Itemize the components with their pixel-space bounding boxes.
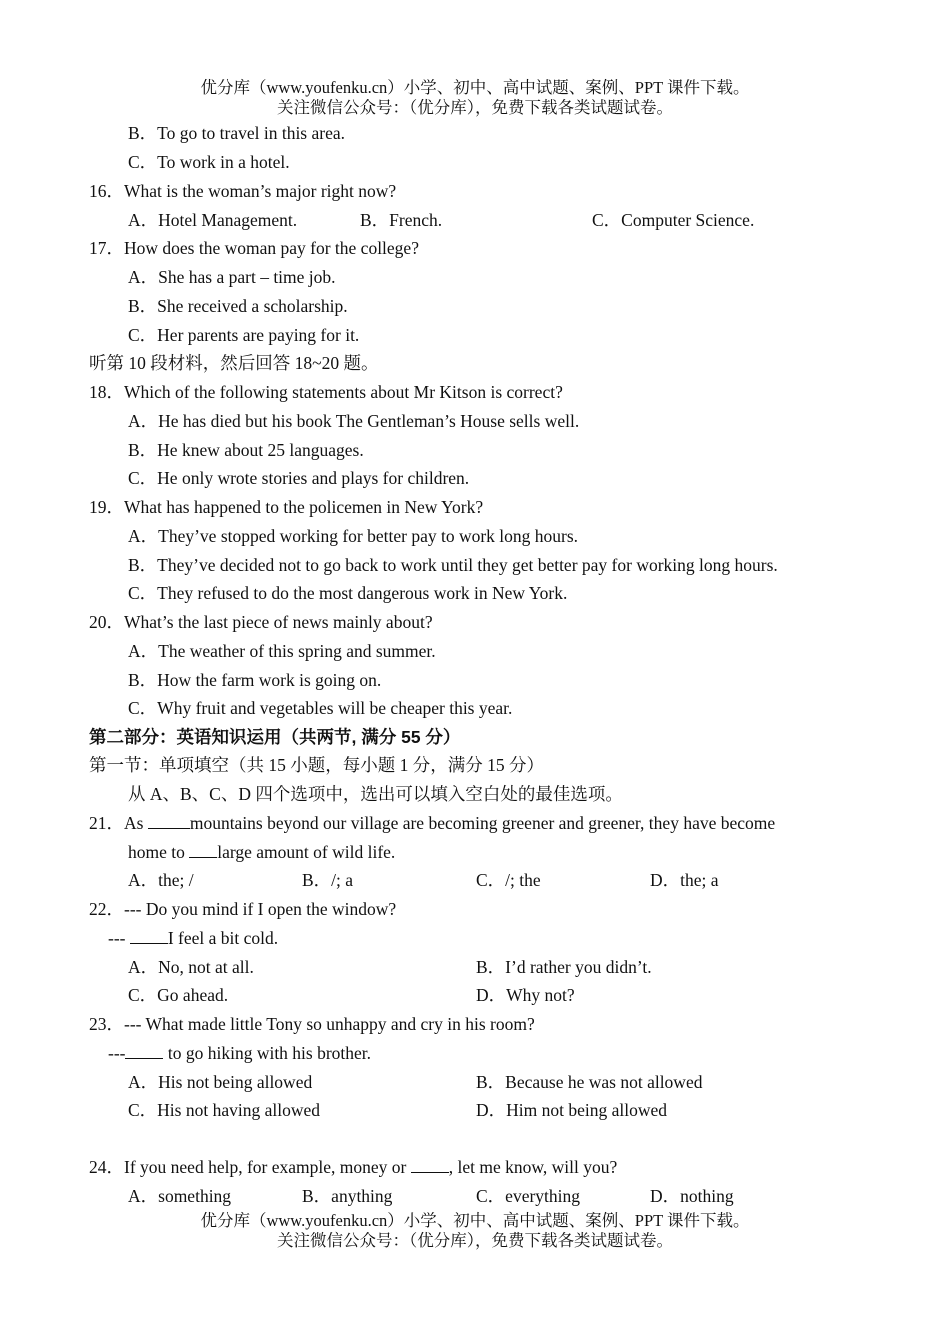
q23-option-b: B．Because he was not allowed <box>476 1072 703 1092</box>
q19-option-a: A．They’ve stopped working for better pay to work long hours. <box>128 526 579 546</box>
q17-stem: 17．How does the woman pay for the college? <box>89 238 419 258</box>
q21-stem-line-2-rest: large amount of wild life. <box>217 842 396 862</box>
q21-option-c: C．/; the <box>476 870 541 890</box>
q20-option-b: B．How the farm work is going on. <box>128 670 382 690</box>
q21-option-a: A．the; / <box>128 870 194 890</box>
q24-option-c: C．everything <box>476 1186 581 1206</box>
part-2-title: 第二部分：英语知识运用（共两节, 满分 55 分） <box>89 727 461 747</box>
q24-option-a: A．something <box>128 1186 232 1206</box>
q21-blank-1 <box>148 813 190 829</box>
q23-option-c: C．His not having allowed <box>128 1100 320 1120</box>
page-footer-line-2: 关注微信公众号：（优分库），免费下载各类试题试卷。 <box>277 1231 673 1250</box>
q18-option-c: C．He only wrote stories and plays for children. <box>128 468 470 488</box>
q23-stem: 23．--- What made little Tony so unhappy and cry in his room? <box>89 1014 535 1034</box>
q22-reply-text: I feel a bit cold. <box>167 928 279 948</box>
q22-stem: 22．--- Do you mind if I open the window? <box>89 899 397 919</box>
q24-stem-end: , let me know, will you? <box>448 1157 618 1177</box>
q24-stem-start: 24．If you need help, for example, money or <box>89 1157 411 1177</box>
page-header-line-2: 关注微信公众号：（优分库），免费下载各类试题试卷。 <box>277 98 673 117</box>
q17-option-a: A．She has a part – time job. <box>128 267 336 287</box>
q23-reply <box>108 1042 371 1064</box>
q18-option-b: B．He knew about 25 languages. <box>128 440 364 460</box>
q17-option-b: B．She received a scholarship. <box>128 296 348 316</box>
q20-option-c: C．Why fruit and vegetables will be cheaper this year. <box>128 698 513 718</box>
q22-option-a: A．No, not at all. <box>128 957 254 977</box>
q24-blank <box>411 1157 449 1173</box>
q21-option-b: B．/; a <box>302 870 354 890</box>
q23-reply-dash: --- <box>108 1043 126 1063</box>
section-10-instruction: 听第 10 段材料，然后回答 18~20 题。 <box>89 353 379 373</box>
q22-reply-dash: --- <box>108 928 130 948</box>
q19-option-b: B．They’ve decided not to go back to work until they get better pay for working long hours. <box>128 555 778 575</box>
section-1-title: 第一节：单项填空（共 15 小题，每小题 1 分，满分 15 分） <box>89 755 544 775</box>
q16-stem: 16．What is the woman’s major right now? <box>89 181 397 201</box>
page-header-line-1: 优分库（www.youfenku.cn）小学、初中、高中试题、案例、PPT 课件下载。 <box>200 78 750 97</box>
q18-option-a: A．He has died but his book The Gentleman’s House sells well. <box>128 411 580 431</box>
q19-stem: 19．What has happened to the policemen in New York? <box>89 497 484 517</box>
q23-reply-text: to go hiking with his brother. <box>163 1043 372 1063</box>
q22-reply <box>108 927 278 949</box>
q22-option-c: C．Go ahead. <box>128 985 229 1005</box>
q20-option-a: A．The weather of this spring and summer. <box>128 641 436 661</box>
q15-option-b: B．To go to travel in this area. <box>128 123 345 143</box>
q22-blank <box>130 928 168 944</box>
q17-option-c: C．Her parents are paying for it. <box>128 325 360 345</box>
q23-blank <box>125 1043 163 1059</box>
q22-option-d: D．Why not? <box>476 985 575 1005</box>
q16-option-b: B．French. <box>360 210 443 230</box>
q21-stem-line-2 <box>128 841 395 863</box>
q24-option-b: B．anything <box>302 1186 393 1206</box>
q16-option-a: A．Hotel Management. <box>128 210 298 230</box>
q20-stem: 20．What’s the last piece of news mainly about? <box>89 612 433 632</box>
q21-blank-2 <box>189 842 217 858</box>
q18-stem: 18．Which of the following statements about Mr Kitson is correct? <box>89 382 563 402</box>
q22-option-b: B．I’d rather you didn’t. <box>476 957 652 977</box>
q23-option-a: A．His not being allowed <box>128 1072 313 1092</box>
q21-option-d: D．the; a <box>650 870 719 890</box>
q21-stem-line-2-start: home to <box>128 842 190 862</box>
page-footer-line-1: 优分库（www.youfenku.cn）小学、初中、高中试题、案例、PPT 课件下载。 <box>200 1211 750 1230</box>
q15-option-c: C．To work in a hotel. <box>128 152 290 172</box>
q24-stem <box>89 1156 617 1178</box>
section-1-instruction: 从 A、B、C、D 四个选项中，选出可以填入空白处的最佳选项。 <box>128 784 623 804</box>
q23-option-d: D．Him not being allowed <box>476 1100 668 1120</box>
q21-stem-line-1 <box>89 812 775 834</box>
q21-stem-start: 21．As <box>89 813 148 833</box>
q16-option-c: C．Computer Science. <box>592 210 755 230</box>
q24-option-d: D．nothing <box>650 1186 734 1206</box>
q21-stem-rest: mountains beyond our village are becoming greener and greener, they have become <box>189 813 776 833</box>
q19-option-c: C．They refused to do the most dangerous work in New York. <box>128 583 568 603</box>
